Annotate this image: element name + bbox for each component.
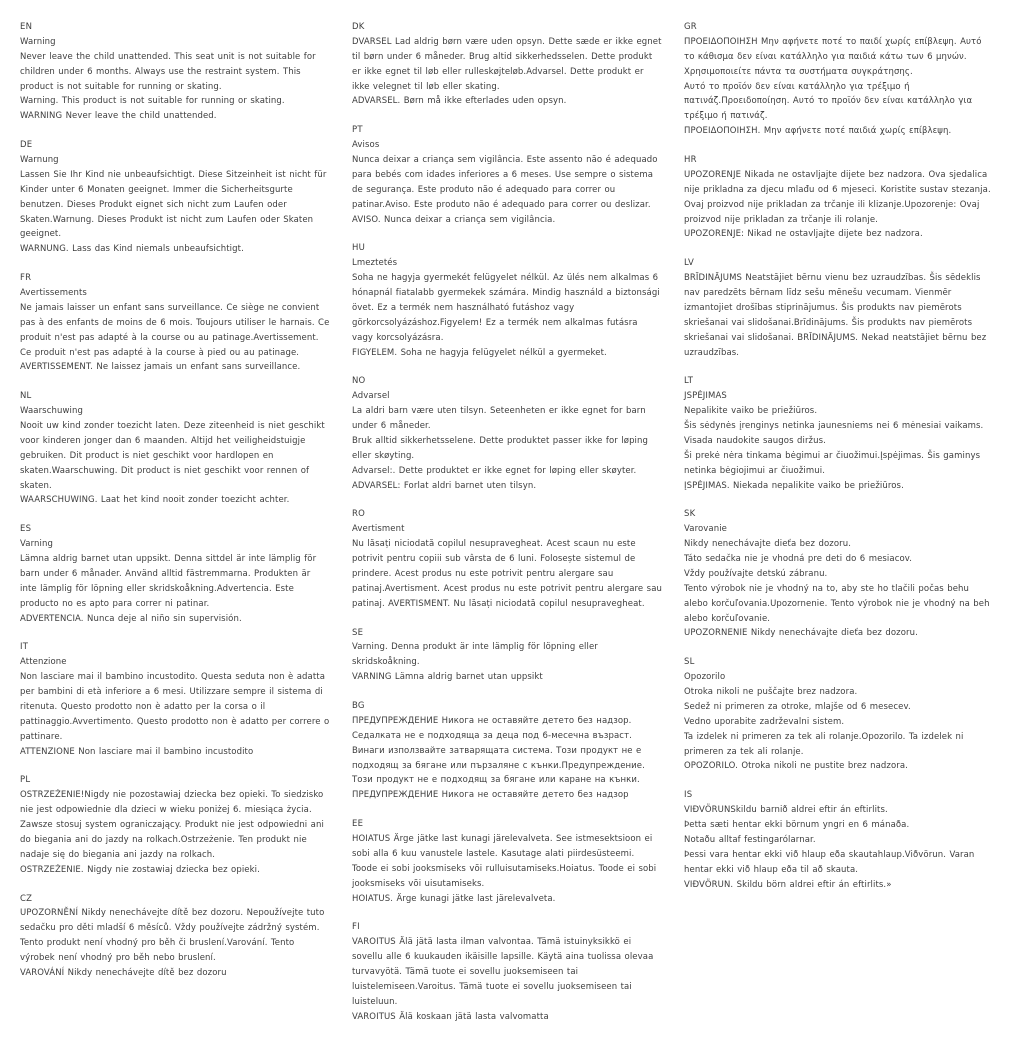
warning-paragraph: ADVARSEL: Forlat aldri barnet uten tilsyn. (352, 480, 537, 491)
warning-paragraph: VAROITUS Älä jätä lasta ilman valvontaa. Tämä istuinyksikkö ei sovellu alle 6 kuukauden ikäisille lapsille. Käytä aina tuolissa olevaa turvavyötä. Tämä tuote ei sovellu juoksemiseen tai luistelemiseen.Varoitus. Tämä tuote ei sovellu juoksemiseen tai luisteluun. (352, 937, 654, 1007)
warning-paragraph: Nikdy nenechávajte dieťa bez dozoru. (684, 539, 851, 550)
language-section-bg (352, 699, 662, 803)
warning-paragraph: JSPĖJIMAS (684, 391, 727, 402)
warning-paragraph: Warnung (20, 155, 59, 165)
language-code: DE (20, 140, 33, 151)
language-code: EN (20, 22, 33, 32)
language-section-pt (352, 123, 662, 227)
language-section-sk (684, 507, 994, 641)
warning-paragraph: OPOZORILO. Otroka nikoli ne pustite brez nadzora. (684, 761, 908, 772)
warning-paragraph: Táto sedačka nie je vhodná pre deti do 6 mesiacov. (684, 554, 913, 564)
warning-paragraph: HOIATUS Ärge jätke last kunagi järelevalveta. See istmesektsioon ei sobi alla 6 kuu vanustele lastele. Kasutage alati piirdesüsteemi. Toode ei sobi jooksmiseks või rulluisutamiseks.Hoiatus. Toode ei sobi jooksmiseks või uisutamiseks. (352, 834, 657, 889)
warning-paragraph: Waarschuwing (20, 406, 83, 417)
warning-paragraph: ADVERTENCIA. Nunca deje al niño sin supervisión. (20, 613, 242, 624)
language-code: SL (684, 657, 695, 668)
warning-paragraph: Notaðu alltaf festingarólarnar. (684, 834, 816, 845)
language-code: IS (684, 790, 693, 801)
language-code: SK (684, 509, 696, 520)
warning-paragraph: Opozorilo (684, 672, 726, 683)
warning-paragraph: HOIATUS. Ärge kunagi jätke last järelevalveta. (352, 893, 556, 904)
language-code: DK (352, 22, 365, 32)
warning-paragraph: Visada naudokite saugos diržus. (684, 435, 826, 446)
warning-paragraph: Bruk alltid sikkerhetsselene. Dette produktet passer ikke for løping eller skøyting. (352, 435, 649, 461)
warning-paragraph: WARNUNG. Lass das Kind niemals unbeaufsichtigt. (20, 244, 244, 255)
warning-paragraph: ΠΡΟΕΙΔΟΠΟΙΗΣΗ Μην αφήνετε ποτέ το παιδί χωρίς επίβλεψη. Αυτό το κάθισμα δεν είναι κατάλληλο για παιδιά κάτω των 6 μηνών. Χρησιμοποιείτε πάντα τα συστήματα συγκράτησης. (684, 36, 982, 77)
language-section-cz (20, 892, 330, 981)
language-code: HR (684, 155, 697, 165)
language-section-fi (352, 920, 662, 1024)
warning-paragraph: Nu lăsați niciodată copilul nesupravegheat. Acest scaun nu este potrivit pentru copiii sub vârsta de 6 luni. Folosește sistemul de prindere. Acest produs nu este potrivit pentru alergare sau patinaj.Avertisment. Acest produs nu este potrivit pentru alergare sau patinaj. AVERTISMENT. Nu lăsați niciodată copilul nesupravegheat. (352, 539, 662, 609)
warning-paragraph: AVERTISSEMENT. Ne laissez jamais un enfant sans surveillance. (20, 362, 301, 373)
warning-paragraph: Otroka nikoli ne puščajte brez nadzora. (684, 687, 858, 697)
warning-paragraph: DVARSEL Lad aldrig børn være uden opsyn. Dette sæde er ikke egnet til børn under 6 måneder. Brug altid sikkerhedsselen. Dette produkt er ikke egnet til løb eller rulleskøjteløb.Advarsel. Dette produkt er ikke velegnet til løb eller skating. (352, 36, 662, 92)
warning-paragraph: Avertisment (352, 524, 405, 535)
warning-paragraph: Sedež ni primeren za otroke, mlajše od 6 mesecev. (684, 701, 911, 712)
warning-paragraph: La aldri barn være uten tilsyn. Seteenheten er ikke egnet for barn under 6 måneder. (352, 406, 646, 431)
warning-paragraph: Ne jamais laisser un enfant sans surveillance. Ce siège ne convient pas à des enfants de moins de 6 mois. Toujours utiliser le harnais. Ce produit n'est pas adapté à la course ou au patinage.Avertissement. Ce produit n'est pas adapté à la course à pied ou au patinage. (20, 302, 330, 358)
warning-paragraph: Varovanie (684, 524, 727, 535)
warning-paragraph: Non lasciare mai il bambino incustodito. Questa seduta non è adatta per bambini di età inferiore a 6 mesi. Utilizzare sempre il sistema di ritenuta. Questo prodotto non è adatto per la corsa o il pattinaggio.Avvertimento. Questo prodotto non è adatto per correre o pattinare. (20, 672, 330, 742)
warning-paragraph: Αυτό το προϊόν δεν είναι κατάλληλο για τρέξιμο ή πατινάζ.Προειδοποίηση. Αυτό το προϊόν δεν είναι κατάλληλο για τρέξιμο ή πατινάζ. (684, 81, 973, 122)
language-code: FR (20, 273, 32, 284)
language-code: HU (352, 243, 366, 254)
language-code: CZ (20, 893, 33, 904)
language-section-ee (352, 817, 662, 906)
language-section-it (20, 640, 330, 759)
warning-paragraph: Avertissements (20, 288, 87, 298)
warning-paragraph: BRĪDINĀJUMS Neatstājiet bērnu vienu bez uzraudzības. Šis sēdeklis nav paredzēts bērnam līdz sešu mēnešu vecumam. Vienmēr izmantojiet drošības stiprinājumus. Šis produkts nav piemērots skriešanai vai slidošanai.Brīdinājums. Šis produkts nav piemērots skriešanai vai slidošanai. BRĪDINĀJUMS. Nekad neatstājiet bērnu bez uzraudzības. (684, 273, 987, 358)
warning-paragraph: Lmeztetés (352, 258, 398, 269)
warning-column-3 (684, 20, 994, 1039)
warning-paragraph: OSTRZEŻENIE. Nigdy nie zostawiaj dziecka bez opieki. (20, 864, 260, 875)
warning-paragraph: Nepalikite vaiko be priežiūros. (684, 406, 818, 417)
language-section-de (20, 138, 330, 257)
language-code: IT (20, 642, 29, 653)
warning-paragraph: VARNING Lämna aldrig barnet utan uppsikt (352, 672, 543, 683)
warning-paragraph: Avisos (352, 140, 380, 151)
language-code: SE (352, 627, 364, 638)
warning-paragraph: Varning. Denna produkt är inte lämplig för löpning eller skridskoåkning. (352, 642, 598, 668)
warning-paragraph: Vedno uporabite zadrževalni sistem. (684, 716, 845, 727)
warning-paragraph: Nunca deixar a criança sem vigilância. Este assento não é adequado para bebés com idades inferiores a 6 meses. Use sempre o sistema de segurança. Este produto não é adequado para correr ou patinar.Aviso. Este produto não é adequado para correr ou deslizar. (352, 155, 658, 210)
language-section-lv (684, 256, 994, 360)
language-section-en (20, 20, 330, 124)
warning-paragraph: Never leave the child unattended. This seat unit is not suitable for children under 6 months. Always use the restraint system. This product is not suitable for running or skating. (20, 51, 316, 92)
language-code: EE (352, 819, 364, 830)
warning-paragraph: VIÐVÖRUNSkildu barnið aldrei eftir án eftirlits. (684, 805, 888, 816)
warning-paragraph: Lassen Sie Ihr Kind nie unbeaufsichtigt. Diese Sitzeinheit ist nicht für Kinder unter 6 Monaten geeignet. Immer die Sicherheitsgurte benutzen. Dieses Produkt eignet sich nicht zum Laufen oder Skaten.Warnung. Dieses Produkt ist nicht zum Laufen oder Skaten geeignet. (20, 169, 327, 240)
warning-paragraph: Þetta sæti hentar ekki börnum yngri en 6 mánaða. (684, 820, 910, 830)
language-code: RO (352, 509, 365, 520)
language-section-se (352, 626, 662, 686)
language-code: PL (20, 775, 31, 786)
warning-paragraph: AVISO. Nunca deixar a criança sem vigilância. (352, 214, 556, 225)
warning-paragraph: ĮSPĖJIMAS. Niekada nepalikite vaiko be priežiūros. (684, 480, 904, 491)
language-section-is (684, 788, 994, 892)
warning-paragraph: WARNING Never leave the child unattended. (20, 111, 217, 122)
language-code: PT (352, 125, 363, 136)
warning-paragraph: Attenzione (20, 657, 67, 668)
warning-paragraph: UPOZORNENIE Nikdy nenechávajte dieťa bez dozoru. (684, 628, 918, 639)
language-section-lt (684, 374, 994, 493)
warning-paragraph: WAARSCHUWING. Laat het kind nooit zonder toezicht achter. (20, 495, 290, 506)
language-code: LV (684, 258, 695, 269)
warning-paragraph: FIGYELEM. Soha ne hagyja felügyelet nélkül a gyermeket. (352, 347, 607, 358)
language-section-fr (20, 271, 330, 375)
warning-paragraph: Varning (20, 539, 53, 550)
warning-paragraph: ΠΡΟΕΙΔΟΠΟΙΗΣΗ. Μην αφήνετε ποτέ παιδιά χωρίς επίβλεψη. (684, 126, 952, 137)
language-section-dk (352, 20, 662, 109)
warning-paragraph: Šis sėdynės įrenginys netinka jaunesniems nei 6 mėnesiai vaikams. (684, 421, 984, 431)
warning-paragraph: Warning. This product is not suitable for running or skating. (20, 96, 285, 107)
warning-column-1 (20, 20, 330, 1039)
language-code: ES (20, 524, 32, 535)
warning-column-2 (352, 20, 662, 1039)
language-section-hr (684, 153, 994, 242)
language-section-gr (684, 20, 994, 139)
language-code: NL (20, 391, 32, 402)
warning-paragraph: Soha ne hagyja gyermekét felügyelet nélkül. Az ülés nem alkalmas 6 hónapnál fiatalabb gyermekek számára. Mindig használd a biztonsági övet. Ez a termék nem használható futáshoz vagy görkorcsolyázáshoz.Figyelem! Ez a termék nem alkalmas futásra vagy korcsolyázásra. (352, 273, 660, 343)
language-code: NO (352, 376, 366, 387)
warning-paragraph: Tento výrobok nie je vhodný na to, aby ste ho tlačili počas behu alebo korčuľovania.Upozornenie. Tento výrobok nie je vhodný na beh alebo korčuľovanie. (684, 583, 990, 624)
language-section-nl (20, 389, 330, 508)
language-section-ro (352, 507, 662, 611)
warning-paragraph: UPOZORENJE: Nikad ne ostavljajte dijete bez nadzora. (684, 229, 923, 240)
warning-paragraph: Lämna aldrig barnet utan uppsikt. Denna sittdel är inte lämplig för barn under 6 månader. Använd alltid fästremmarna. Produkten är inte lämplig för löpning eller skridskoåkning.Advertencia. Este producto no es apto para correr ni patinar. (20, 554, 317, 609)
warning-paragraph: UPOZORNĚNÍ Nikdy nenechávejte dítě bez dozoru. Nepoužívejte tuto sedačku pro děti mladší 6 měsíců. Vždy používejte zádržný systém. Tento produkt není vhodný pro běh či bruslení.Varování. Tento výrobek není vhodný pro běh nebo bruslení. (20, 908, 325, 963)
warning-paragraph: Ši prekė nėra tinkama bėgimui ar čiuožimui.Įspėjimas. Šis gaminys netinka bėgiojimui ar čiuožimui. (684, 450, 981, 476)
warning-paragraph: Þessi vara hentar ekki við hlaup eða skautahlaup.Viðvörun. Varan hentar ekki við hlaup eða til að skauta. (684, 849, 975, 875)
warning-paragraph: UPOZORENJE Nikada ne ostavljajte dijete bez nadzora. Ova sjedalica nije prikladna za djecu mlađu od 6 mjeseci. Koristite sustav stezanja. Ovaj proizvod nije prikladan za trčanje ili klizanje.Upozorenje: Ovaj proizvod nije prikladan za trčanje ili rolanje. (684, 169, 991, 225)
language-section-pl (20, 773, 330, 877)
warning-paragraph: Ta izdelek ni primeren za tek ali rolanje.Opozorilo. Ta izdelek ni primeren za tek ali rolanje. (684, 731, 964, 757)
language-code: FI (352, 922, 360, 933)
language-code: LT (684, 376, 694, 387)
warning-paragraph: Advarsel:. Dette produktet er ikke egnet for løping eller skøyter. (352, 465, 637, 476)
warning-paragraph: Warning (20, 36, 56, 47)
warning-paragraph: ATTENZIONE Non lasciare mai il bambino incustodito (20, 746, 254, 757)
warning-paragraph: OSTRZEŻENIE!Nigdy nie pozostawiaj dziecka bez opieki. To siedzisko nie jest odpowiednie dla dzieci w wieku poniżej 6. miesiąca życia. Zawsze stosuj system ograniczający. Produkt nie jest odpowiedni ani do biegania ani do jazdy na rolkach.Ostrzeżenie. Ten produkt nie nadaje się do biegania ani jazdy na rolkach. (20, 790, 324, 860)
warning-paragraph: Vždy používajte detskú zábranu. (684, 568, 828, 579)
language-section-no (352, 374, 662, 493)
language-section-es (20, 522, 330, 626)
warning-paragraph: VIÐVÖRUN. Skildu börn aldrei eftir án eftirlits.» (684, 879, 892, 890)
language-code: GR (684, 22, 697, 32)
warning-paragraph: VAROVÁNÍ Nikdy nenechávejte dítě bez dozoru (20, 967, 227, 978)
warning-paragraph: Nooit uw kind zonder toezicht laten. Deze ziteenheid is niet geschikt voor kinderen jonger dan 6 maanden. Altijd het veiligheidstuigje gebruiken. Dit product is niet geschikt voor hardlopen en skaten.Waarschuwing. Dit product is niet geschikt voor rennen of skaten. (20, 421, 325, 491)
warning-paragraph: Advarsel (352, 391, 390, 402)
language-section-hu (352, 241, 662, 360)
warning-paragraph: ПРЕДУПРЕЖДЕНИЕ Никога не оставяйте детето без надзор. Седалката не е подходяща за деца под 6-месечна възраст. Винаги използвайте затварящата система. Този продукт не е подходящ за бягане или пързаляне с кънки.Предупреждение. Този продукт не е подходящ за бягане или каране на кънки. (352, 715, 645, 786)
warning-paragraph: VAROITUS Älä koskaan jätä lasta valvomatta (352, 1011, 549, 1022)
language-section-sl (684, 655, 994, 774)
language-code: BG (352, 701, 365, 711)
warning-paragraph: ПРЕДУПРЕЖДЕНИЕ Никога не оставяйте детето без надзор (352, 790, 629, 801)
warning-paragraph: ADVARSEL. Børn må ikke efterlades uden opsyn. (352, 96, 567, 107)
